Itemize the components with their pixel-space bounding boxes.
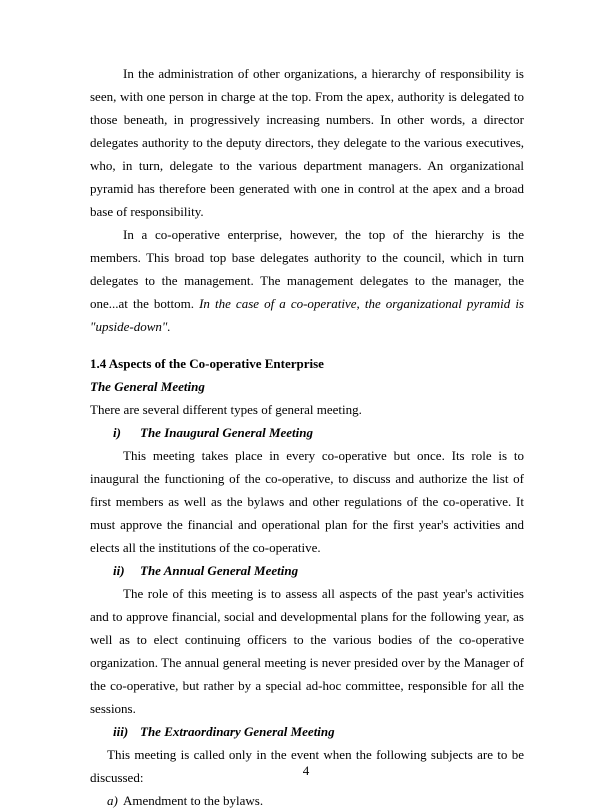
sub-item-a-text: Amendment to the bylaws. [123, 793, 264, 808]
sub-item-a [90, 789, 524, 812]
page-number: 4 [302, 763, 310, 778]
section-heading: 1.4 Aspects of the Co-operative Enterprise [90, 356, 324, 371]
paragraph-cooperative-pyramid-text: In a co-operative enterprise, however, the top of the hierarchy is the members. This broad top base delegates authority to the council, which in turn delegates to the management. The management delegates to the manager, the one...at the bottom. [90, 227, 524, 311]
list-item-i-body: This meeting takes place in every co-operative but once. Its role is to inaugural the functioning of the co-operative, to discuss and authorize the list of first members as well as the bylaws and other regulations of the co-operative. It must approve the financial and operational plan for the first year's activities and elects all the institutions of the co-operative. [90, 448, 524, 555]
list-item-ii-title: The Annual General Meeting [140, 563, 299, 578]
list-item-iii-title: The Extraordinary General Meeting [140, 724, 335, 739]
sub-item-a-label: a) [107, 793, 118, 808]
list-item-ii-body: The role of this meeting is to assess all aspects of the past year's activities and to approve financial, social and developmental plans for the following year, as well as to elect continuing officers to the various bodies of the co-operative organization. The annual general meeting is never presided over by the Manager of the co-operative, but rather by a special ad-hoc committee, responsible for all the sessions. [90, 586, 524, 716]
list-item-iii-number: iii) [113, 724, 129, 739]
list-item-iii-body: This meeting is called only in the event when the following subjects are to be discussed: [90, 747, 524, 785]
list-item-i-title: The Inaugural General Meeting [140, 425, 313, 440]
list-item-ii-heading [90, 559, 524, 582]
paragraph-cooperative-pyramid [90, 223, 524, 338]
general-meeting-intro: There are several different types of general meeting. [90, 402, 362, 417]
list-item-ii-number: ii) [113, 563, 125, 578]
list-item-i-number: i) [113, 425, 121, 440]
paragraph-organization-hierarchy: In the administration of other organizations, a hierarchy of responsibility is seen, with one person in charge at the top. From the apex, authority is delegated to those beneath, in progressively increasing numbers. In other words, a director delegates authority to the deputy directors, they delegate to the various executives, who, in turn, delegate to the various department managers. An organizational pyramid has therefore been generated with one in control at the apex and a broad base of responsibility. [90, 66, 524, 219]
list-item-iii-heading [90, 720, 524, 743]
list-item-i-heading [90, 421, 524, 444]
paragraph-cooperative-pyramid-italic: In the case of a co-operative, the organizational pyramid is "upside-down". [90, 296, 524, 334]
subsection-heading-general-meeting: The General Meeting [90, 379, 205, 394]
